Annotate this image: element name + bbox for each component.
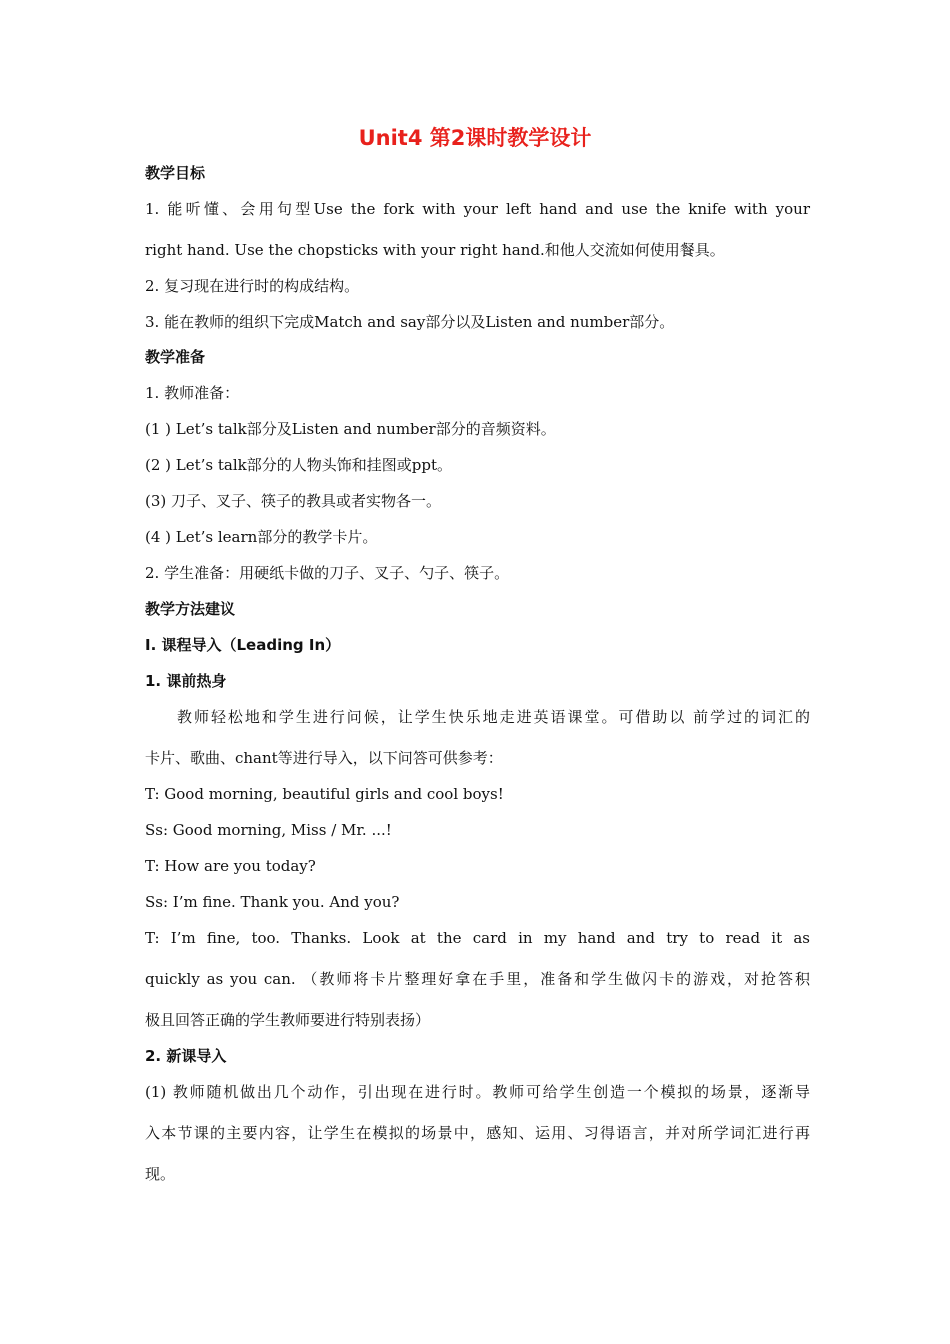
- dialogue-line-7: 极且回答正确的学生教师要进行特别表扬）: [145, 1011, 431, 1029]
- heading-methods: 教学方法建议: [145, 600, 236, 618]
- new-lesson-line-1: (1) 教师随机做出几个动作，引出现在进行时。教师可给学生创造一个模拟的场景，逐渐导: [145, 1083, 810, 1101]
- dialogue-line-6: quickly as you can. （教师将卡片整理好拿在手里，准备和学生做闪卡的游戏，对抢答积: [145, 970, 810, 988]
- dialogue-line-5: T: I’m fine, too. Thanks. Look at the card in my hand and try to read it as: [145, 929, 810, 947]
- prep-item-1: (1 ) Let’s talk部分及Listen and number部分的音频资料。: [145, 420, 556, 438]
- subsection-new-lesson: 2. 新课导入: [145, 1047, 227, 1065]
- dialogue-line-3: T: How are you today?: [145, 857, 316, 875]
- prep-teacher: 1. 教师准备：: [145, 384, 240, 402]
- objective-1-line-2: right hand. Use the chopsticks with your right hand.和他人交流如何使用餐具。: [145, 241, 725, 259]
- subsection-warm-up: 1. 课前热身: [145, 672, 227, 690]
- heading-preparation: 教学准备: [145, 348, 206, 366]
- warm-up-paragraph-line-2: 卡片、歌曲、chant等进行导入，以下问答可供参考：: [145, 749, 503, 767]
- new-lesson-line-2: 入本节课的主要内容，让学生在模拟的场景中，感知、运用、习得语言，并对所学词汇进行再: [145, 1124, 810, 1142]
- warm-up-paragraph-line-1: 教师轻松地和学生进行问候，让学生快乐地走进英语课堂。可借助以 前学过的词汇的: [177, 708, 810, 726]
- section-leading-in: I. 课程导入（Leading In）: [145, 636, 341, 654]
- objective-1-line-1: 1. 能听懂、会用句型Use the fork with your left hand and use the knife with your: [145, 200, 810, 218]
- dialogue-line-4: Ss: I’m fine. Thank you. And you?: [145, 893, 400, 911]
- dialogue-line-1: T: Good morning, beautiful girls and cool boys!: [145, 785, 504, 803]
- dialogue-line-2: Ss: Good morning, Miss / Mr. ...!: [145, 821, 392, 839]
- objective-2: 2. 复习现在进行时的构成结构。: [145, 277, 360, 295]
- prep-item-2: (2 ) Let’s talk部分的人物头饰和挂图或ppt。: [145, 456, 452, 474]
- heading-objectives: 教学目标: [145, 164, 206, 182]
- new-lesson-line-3: 现。: [145, 1165, 176, 1183]
- document-title: Unit4 第2课时教学设计: [358, 126, 592, 150]
- prep-student: 2. 学生准备：用硬纸卡做的刀子、叉子、勺子、筷子。: [145, 564, 510, 582]
- prep-item-4: (4 ) Let’s learn部分的教学卡片。: [145, 528, 378, 546]
- objective-3: 3. 能在教师的组织下完成Match and say部分以及Listen and number部分。: [145, 313, 675, 331]
- prep-item-3: (3) 刀子、叉子、筷子的教具或者实物各一。: [145, 492, 442, 510]
